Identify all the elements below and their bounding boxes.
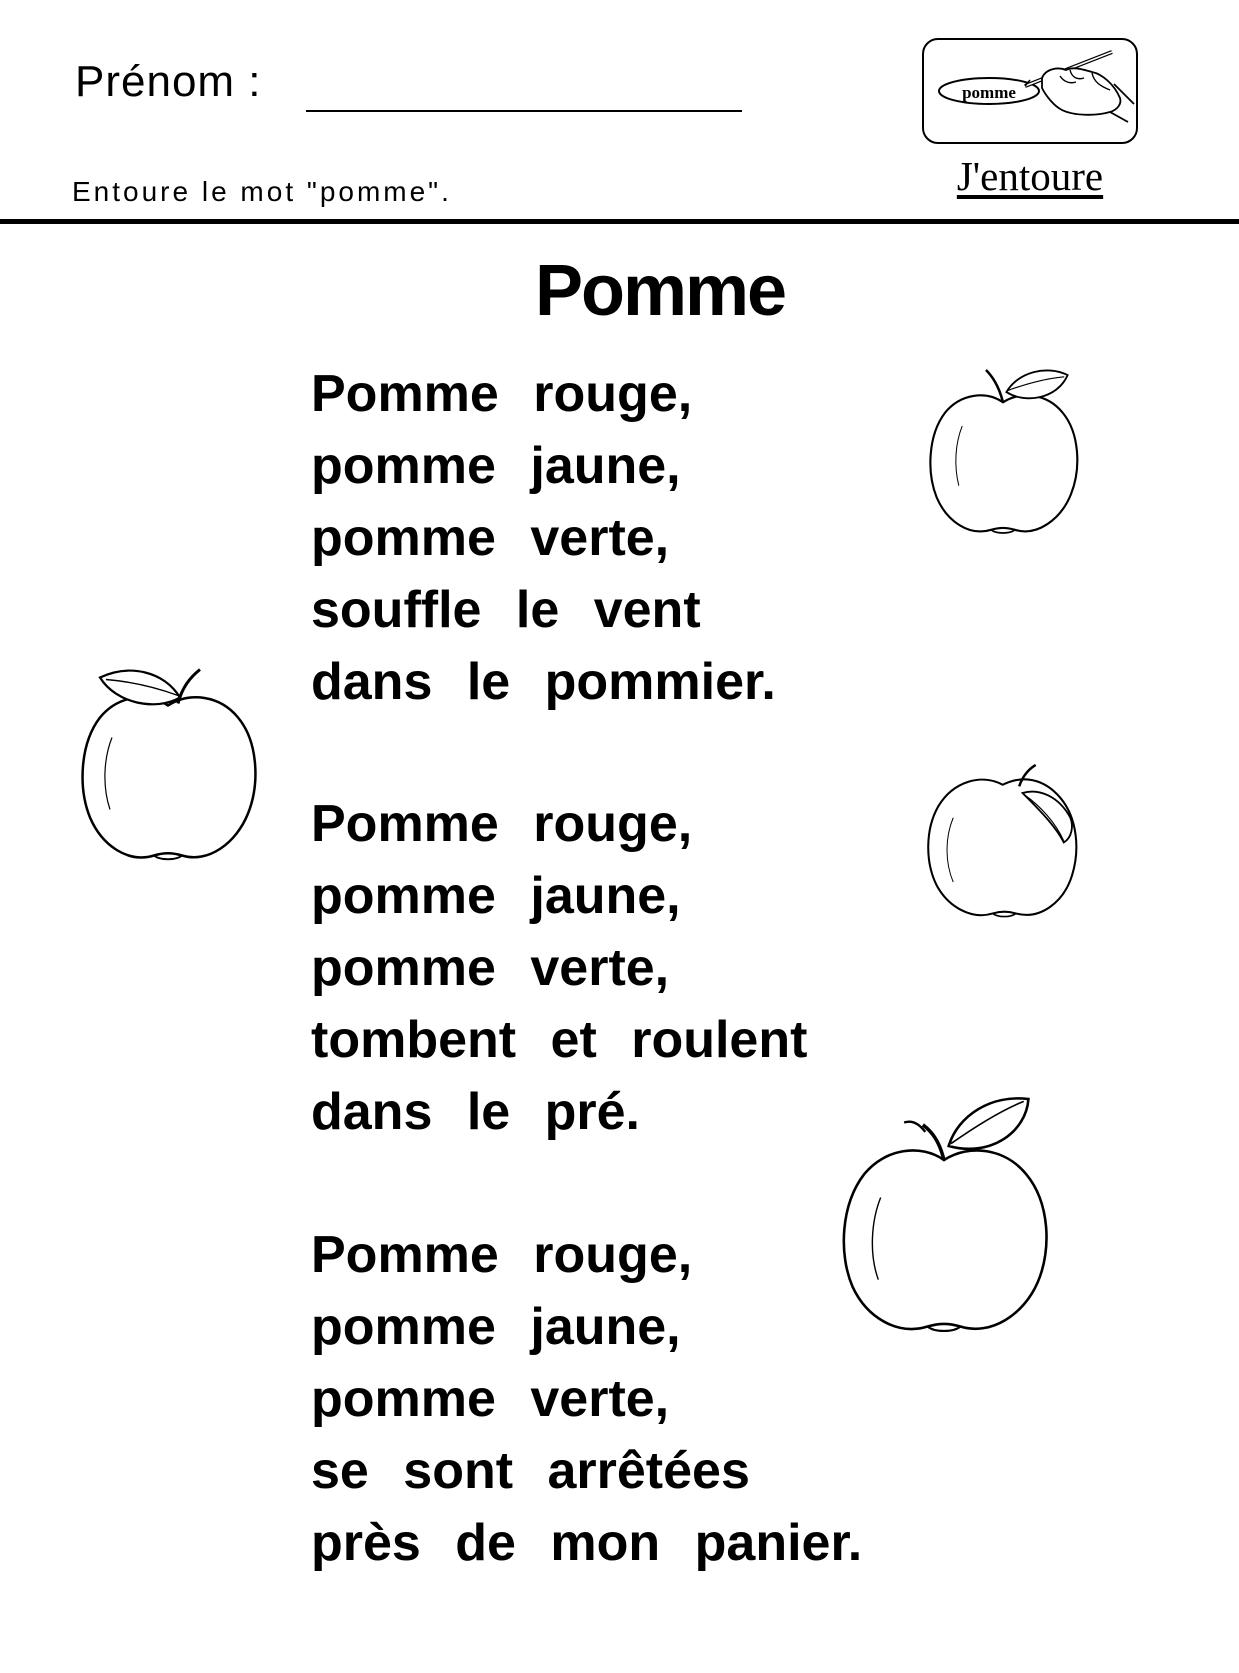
stanza-3 bbox=[311, 1219, 862, 1579]
poem-line: Pomme rouge, bbox=[311, 795, 693, 853]
apple-icon bbox=[68, 655, 268, 880]
poem-line: pomme verte, bbox=[311, 939, 670, 997]
badge-caption: J'entoure bbox=[956, 153, 1104, 199]
header-divider bbox=[0, 219, 1239, 224]
badge-word-pomme: pomme bbox=[962, 83, 1016, 102]
name-write-line[interactable] bbox=[306, 110, 742, 112]
instruction-text: Entoure le mot "pomme". bbox=[72, 176, 452, 207]
poem-line: pomme jaune, bbox=[311, 1298, 681, 1356]
poem-line: souffle le vent bbox=[311, 581, 701, 639]
poem-line: dans le pré. bbox=[311, 1083, 640, 1141]
apple-icon bbox=[918, 360, 1088, 550]
poem-line: dans le pommier. bbox=[311, 653, 776, 711]
poem-line: pomme verte, bbox=[311, 509, 670, 567]
stanza-2 bbox=[311, 788, 807, 1148]
poem-line: pomme verte, bbox=[311, 1370, 670, 1428]
poem-line: tombent et roulent bbox=[311, 1011, 808, 1069]
poem-line: se sont arrêtées bbox=[311, 1442, 750, 1500]
poem-line: Pomme rouge, bbox=[311, 1226, 693, 1284]
poem-line: pomme jaune, bbox=[311, 437, 681, 495]
apple-icon bbox=[826, 1092, 1062, 1350]
poem-line: pomme jaune, bbox=[311, 867, 681, 925]
circle-word-badge bbox=[922, 38, 1138, 144]
apple-icon bbox=[920, 760, 1092, 925]
name-label: Prénom : bbox=[75, 57, 262, 106]
poem-line: près de mon panier. bbox=[311, 1514, 863, 1572]
stanza-1 bbox=[311, 358, 776, 718]
poem-line: Pomme rouge, bbox=[311, 365, 693, 423]
poem-title: Pomme bbox=[534, 251, 786, 331]
